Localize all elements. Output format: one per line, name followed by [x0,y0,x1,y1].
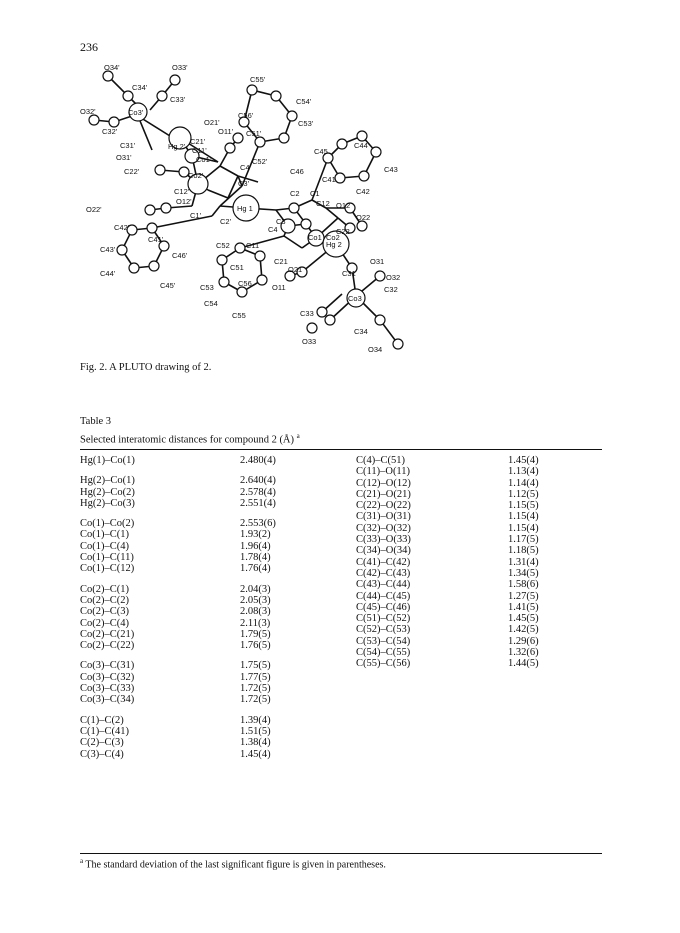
bond-label: C(11)–O(11) [356,466,411,478]
atom-label: Co1 [308,233,322,242]
bond-distance: 1.32(6) [508,647,539,659]
bond-label: C(41)–C(42) [356,556,411,568]
bond-distance: 1.72(5) [240,694,271,706]
bond-label: Hg(1)–Co(1) [80,455,135,466]
bond-distance: 1.13(4) [508,466,539,478]
atom-label: C32' [102,127,118,136]
bond-label: C(4)–C(51) [356,455,405,466]
bond-distance: 2.08(3) [240,606,271,618]
atom-label: C34' [132,83,148,92]
bond-distance: 2.640(4) [240,475,276,487]
atom-label: C55' [250,75,266,84]
bond-distance: 1.15(5) [508,500,539,512]
atom-label: C3' [238,179,250,188]
bond-label: C(1)–C(2) [80,714,124,726]
left-bond-labels [80,455,135,769]
pluto-drawing [80,58,440,358]
bond-distance: 1.76(4) [240,563,271,575]
atom-label: O12 [336,201,351,210]
bond-label: C(42)–C(43) [356,567,411,579]
atom-label: C51 [230,263,244,272]
bond-label: Co(2)–C(4) [80,617,129,629]
bond-label: Co(3)–C(32) [80,671,135,683]
bond-label: Co(1)–C(12) [80,563,135,575]
atom-label: Hg 2 [326,240,342,249]
atom-label: O31' [116,153,132,162]
table-group [80,455,135,466]
bond-distance: 1.42(5) [508,624,539,636]
atom-label: Hg 2' [168,142,186,151]
bond-label: Co(3)–C(33) [80,683,135,695]
atom-label: C46 [290,167,304,176]
table-group [240,584,276,652]
atom-label: C43 [384,165,398,174]
table-bottom-rule [80,853,602,854]
bond-label: Co(1)–C(4) [80,540,129,552]
table-group [508,455,539,670]
atom-label: C22 [336,227,350,236]
table-group [80,475,135,509]
bond-distance: 2.05(3) [240,594,271,606]
table-label: Table 3 [80,416,112,427]
atom-label: C3 [276,217,286,226]
bond-label: Co(2)–C(3) [80,606,129,618]
table-group [356,455,411,670]
atom-label: C41' [148,235,164,244]
atom-label: C44 [354,141,368,150]
atom-label: C12' [174,187,190,196]
table-group [240,660,276,705]
bond-label: Co(3)–C(31) [80,660,135,672]
bond-distance: 2.578(4) [240,486,276,498]
atom-label: C46' [172,251,188,260]
bond-label: C(54)–C(55) [356,647,411,659]
table-group [240,715,276,760]
bond-distance: 1.78(4) [240,552,271,564]
bond-label: C(32)–O(32) [356,522,411,534]
atom-label: C54' [296,97,312,106]
atom-label: C21' [190,137,206,146]
atom-label: C11 [246,241,260,250]
table-group [80,584,135,652]
atom-label: C56 [238,279,252,288]
atom-label: C4' [240,163,252,172]
bond-distance: 1.17(5) [508,534,539,546]
bond-distance: 1.96(4) [240,540,271,552]
atom-label: C52' [252,157,268,166]
atom-label: C56' [238,111,254,120]
bond-distance: 1.44(5) [508,658,539,670]
right-bond-values [508,455,539,679]
bond-label: C(1)–C(41) [80,725,129,737]
bond-distance: 1.72(5) [240,683,271,695]
atom-label: C33 [300,309,314,318]
bond-distance: 1.39(4) [240,714,271,726]
atom-label: C22' [124,167,140,176]
atom-label: C12 [316,199,330,208]
atom-label: O11' [218,127,234,136]
bond-label: Co(1)–Co(2) [80,518,135,530]
bond-label: C(2)–C(3) [80,737,124,749]
bond-distance: 1.15(4) [508,522,539,534]
bond-distance: 1.41(5) [508,601,539,613]
bond-label: C(33)–O(33) [356,534,411,546]
table-group [240,475,276,509]
atom-label: C45 [314,147,328,156]
atom-label: C55 [232,311,246,320]
atom-label: O12' [176,197,192,206]
table-group [240,518,276,574]
bond-distance: 1.51(5) [240,725,271,737]
bond-label: Hg(2)–Co(3) [80,497,135,509]
atom-label: C34 [354,327,368,336]
atom-label: C53 [200,283,214,292]
footnote-text: The standard deviation of the last significant figure is given in parentheses. [83,859,386,871]
bond-distance: 1.34(5) [508,567,539,579]
atom-label: C4 [268,225,278,234]
bond-distance: 2.551(4) [240,497,276,509]
bond-distance: 2.04(3) [240,583,271,595]
atom-label: C54 [204,299,218,308]
atom-label: O33 [302,337,317,346]
bond-distance: 1.58(6) [508,579,539,591]
bond-distance: 1.29(6) [508,635,539,647]
bond-label: C(21)–O(21) [356,488,411,500]
bond-distance: 2.11(3) [240,617,271,629]
table-group [240,455,276,466]
atom-label: C52 [216,241,230,250]
bond-distance: 2.480(4) [240,455,276,466]
bond-label: C(52)–C(53) [356,624,411,636]
bond-distance: 1.45(4) [508,455,539,466]
bond-distance: 1.12(5) [508,488,539,500]
bond-label: Co(1)–C(1) [80,529,129,541]
atom-label: C31 [342,269,356,278]
bond-label: Co(2)–C(22) [80,640,135,652]
atom-label: C32 [384,285,398,294]
atom-label: Co2 [326,233,340,242]
bond-label: Co(2)–C(1) [80,583,129,595]
atom-label: O33' [172,63,188,72]
bond-label: C(44)–C(45) [356,590,411,602]
bond-label: Hg(2)–Co(1) [80,475,135,487]
bond-distance: 2.553(6) [240,518,276,530]
table-top-rule [80,449,602,450]
bond-label: C(34)–O(34) [356,545,411,557]
table-title-text: Selected interatomic distances for compound 2 (Å) [80,434,297,446]
footnote-marker: a [80,857,84,865]
bond-label: Co(1)–C(11) [80,552,134,564]
atom-label: Co2' [188,171,204,180]
bond-distance: 1.15(4) [508,511,539,523]
bond-label: Co(2)–C(2) [80,594,129,606]
atom-label: O22 [356,213,371,222]
bond-label: C(55)–C(56) [356,658,411,670]
bond-label: C(31)–O(31) [356,511,411,523]
table-group [80,518,135,574]
atom-label: C21 [274,257,288,266]
atom-label: O22' [86,205,102,214]
atom-label: C42 [356,187,370,196]
table-group [80,715,135,760]
bond-distance: 1.31(4) [508,556,539,568]
bond-distance: 1.75(5) [240,660,271,672]
left-bond-values [240,455,276,769]
bond-distance: 1.45(5) [508,613,539,625]
atom-label: C42' [114,223,130,232]
atom-label: C2 [290,189,300,198]
atom-label: C53' [298,119,314,128]
atom-label: C1' [190,211,202,220]
bond-distance: 1.77(5) [240,671,271,683]
atom-label: C33' [170,95,186,104]
bond-label: Hg(2)–Co(2) [80,486,135,498]
atom-label: O34' [104,63,120,72]
bond-distance: 1.27(5) [508,590,539,602]
page-number: 236 [80,40,98,54]
atom-label: C2' [220,217,232,226]
bond-distance: 1.14(4) [508,477,539,489]
atom-label: O31 [370,257,385,266]
bond-label: C(51)–C(52) [356,613,411,625]
bond-label: C(3)–C(4) [80,748,124,760]
bond-distance: 1.79(5) [240,628,271,640]
bond-label: Co(2)–C(21) [80,628,135,640]
atom-label: O21 [288,265,303,274]
table-footnote [80,857,386,870]
table-title [80,432,300,446]
pluto-figure [80,58,440,358]
atom-label: O32' [80,107,96,116]
bond-distance: 1.93(2) [240,529,271,541]
bond-label: C(53)–C(54) [356,635,411,647]
atom-label: C31' [120,141,136,150]
bond-label: C(12)–O(12) [356,477,411,489]
atom-label: C11' [192,146,207,155]
atom-label: C43' [100,245,116,254]
atom-label: C1 [310,189,320,198]
atom-label: Co3 [348,294,362,303]
atom-label: C51' [246,129,262,138]
table-group [80,660,135,705]
atom-label: O11 [272,283,286,292]
atom-label: O21' [204,118,220,127]
bond-label: C(45)–C(46) [356,601,411,613]
atom-label: O32 [386,273,401,282]
atom-label: C45' [160,281,176,290]
atom-label: Hg 1 [237,204,253,213]
bond-label: C(22)–O(22) [356,500,411,512]
bond-distance: 1.18(5) [508,545,539,557]
bond-distance: 1.76(5) [240,640,271,652]
figure-caption: Fig. 2. A PLUTO drawing of 2. [80,362,212,373]
atom-label: Co1' [196,155,212,164]
bond-distance: 1.45(4) [240,748,271,760]
right-bond-labels [356,455,411,679]
atom-label: Co3' [128,108,144,117]
table-title-footnote-marker: a [296,432,300,440]
atom-label: C41 [322,175,336,184]
atom-label: O34 [368,345,383,354]
atom-label: C44' [100,269,116,278]
bond-label: C(43)–C(44) [356,579,411,591]
bond-distance: 1.38(4) [240,737,271,749]
bond-label: Co(3)–C(34) [80,694,135,706]
